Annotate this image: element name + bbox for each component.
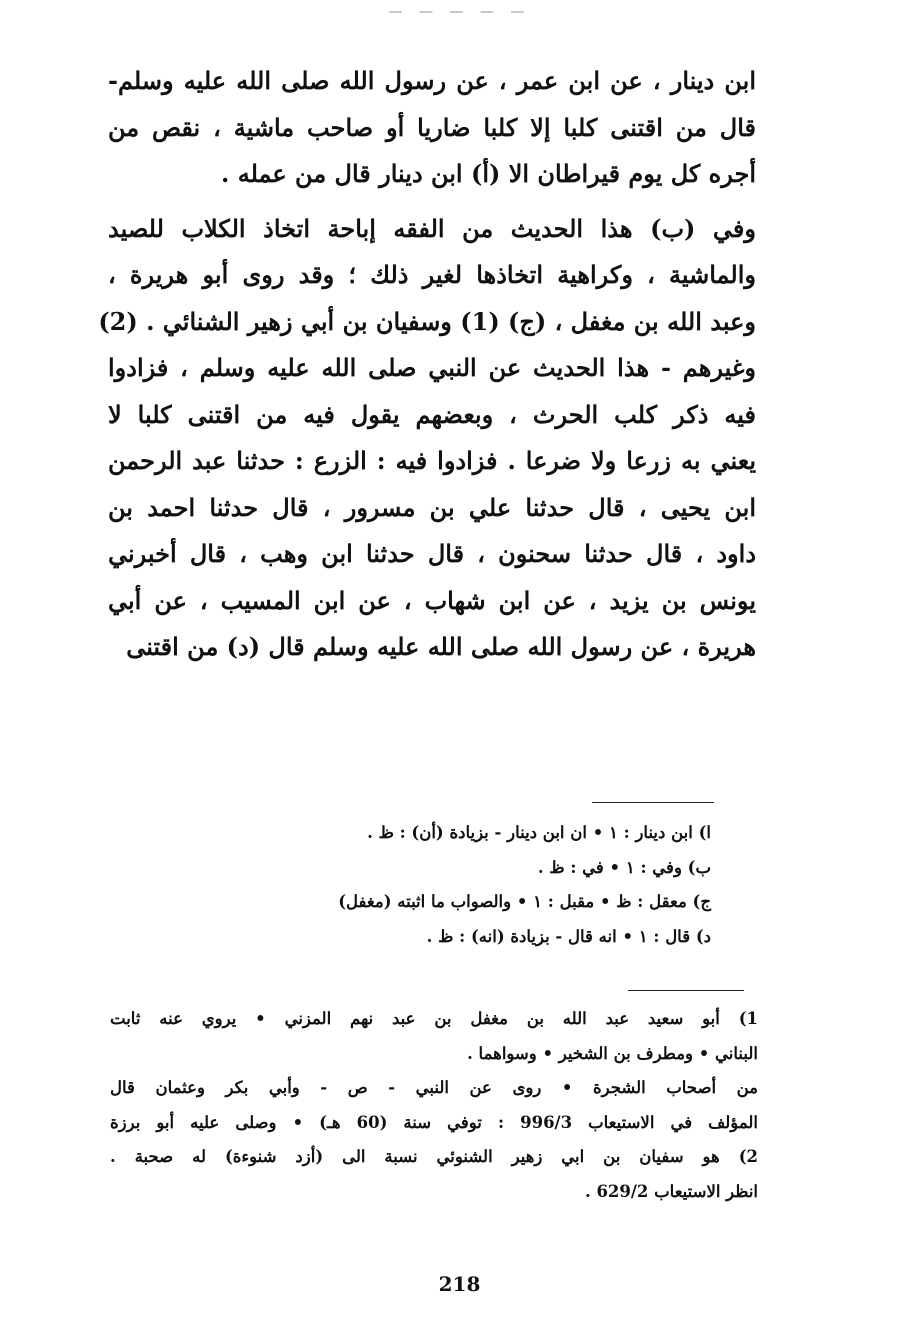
variant-note: ج) معقل : ظ • مقبل : ١ • والصواب ما اثبته (مغفل) <box>338 892 711 911</box>
text-line: وغيرهم - هذا الحديث عن النبي صلى الله عليه وسلم ، فزادوا <box>108 353 756 382</box>
text-line: داود ، قال حدثنا سحنون ، قال حدثنا ابن وهب ، قال أخبرني <box>108 539 756 568</box>
variant-note: ب) وفي : ١ • في : ظ . <box>537 857 711 877</box>
text-line: وعبد الله بن مغفل ، (ج) (1) وسفيان بن أبي زهير الشنائي . (2) <box>98 306 756 336</box>
variant-note: د) قال : ١ • انه قال - بزيادة (انه) : ظ . <box>426 926 711 946</box>
biographical-note: المؤلف في الاستيعاب 996/3 : توفي سنة (60 هـ) • وصلى عليه أبو برزة <box>110 1112 758 1132</box>
text-line: أجره كل يوم قيراطان الا (أ) ابن دينار قال من عمله . <box>220 159 756 188</box>
text-line: فيه ذكر كلب الحرث ، وبعضهم يقول فيه من اقتنى كلبا لا <box>108 399 756 429</box>
text-line: ابن دينار ، عن ابن عمر ، عن رسول الله صلى الله عليه وسلم- <box>108 66 756 95</box>
header-ornament: — — — — — <box>388 4 531 20</box>
biographical-note: 2) هو سفيان بن ابي زهير الشنوئي نسبة الى (أزد شنوءة) له صحبة . <box>110 1147 758 1166</box>
biographical-note: البناني • ومطرف بن الشخير • وسواهما . <box>467 1043 758 1063</box>
main-text-body <box>98 58 756 671</box>
footnote-separator-variants <box>592 802 714 803</box>
paragraph-break <box>108 198 756 206</box>
variant-note: ا) ابن دينار : ١ • ان ابن دينار - بزيادة (أن) : ظ . <box>367 823 711 842</box>
biographical-note: 1) أبو سعيد عبد الله بن مغفل بن عبد نهم المزني • يروي عنه ثابت <box>110 1009 758 1028</box>
page-number: 218 <box>438 1272 481 1296</box>
text-line: هريرة ، عن رسول الله صلى الله عليه وسلم قال (د) من اقتنى <box>126 632 756 661</box>
footnote-separator-biographical <box>628 990 744 991</box>
text-line: يعني به زرعا ولا ضرعا . فزادوا فيه : الزرع : حدثنا عبد الرحمن <box>108 446 756 475</box>
text-line: ابن يحيى ، قال حدثنا علي بن مسرور ، قال حدثنا احمد بن <box>108 492 756 522</box>
text-line: والماشية ، وكراهية اتخاذها لغير ذلك ؛ وقد روى أبو هريرة ، <box>108 260 756 289</box>
text-line: وفي (ب) هذا الحديث من الفقه إباحة اتخاذ الكلاب للصيد <box>108 213 756 243</box>
biographical-note: انظر الاستيعاب 629/2 . <box>584 1181 758 1201</box>
biographical-note: من أصحاب الشجرة • روى عن النبي - ص - وأبي بكر وعثمان قال <box>110 1078 758 1097</box>
variant-notes <box>215 816 711 954</box>
biographical-notes <box>110 1002 758 1209</box>
text-line: يونس بن يزيد ، عن ابن شهاب ، عن ابن المسيب ، عن أبي <box>108 585 756 615</box>
text-line: قال من اقتنى كلبا إلا كلبا ضاريا أو صاحب ماشية ، نقص من <box>108 112 756 142</box>
